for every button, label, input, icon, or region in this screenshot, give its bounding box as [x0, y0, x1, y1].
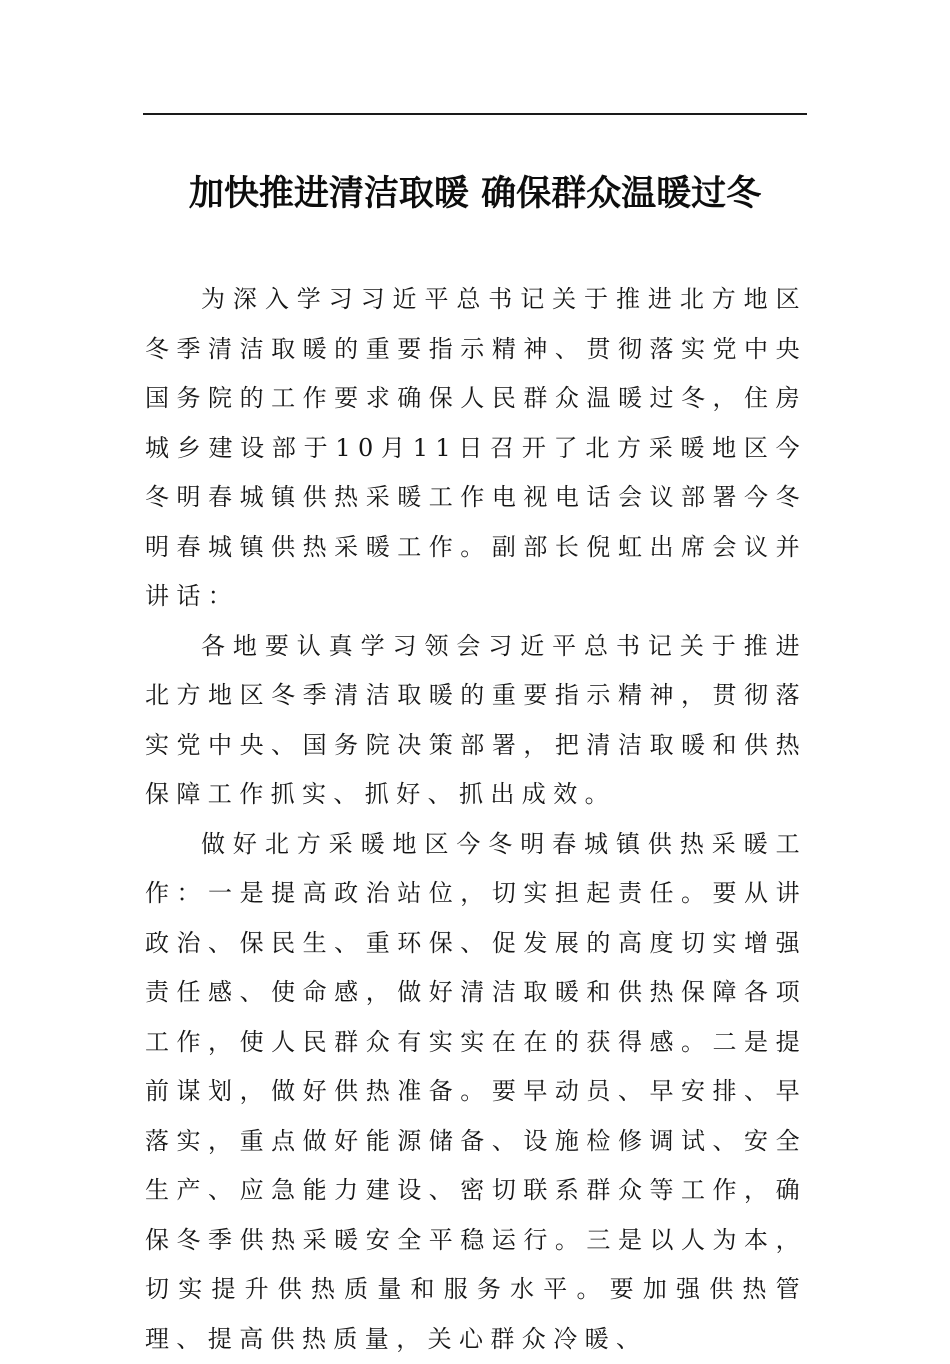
- paragraph-intro: 为深入学习习近平总书记关于推进北方地区冬季清洁取暖的重要指示精神、贯彻落实党中央国务院的工作要求确保人民群众温暖过冬，住房城乡建设部于10月11日召开了北方采暖地区今冬明春城镇供热采暖工作电视电话会议部署今冬明春城镇供热采暖工作。副部长倪虹出席会议并讲话：: [145, 275, 807, 622]
- document-title: 加快推进清洁取暖 确保群众温暖过冬: [143, 170, 807, 218]
- document-body: [145, 275, 807, 1364]
- paragraph-requirements: 各地要认真学习领会习近平总书记关于推进北方地区冬季清洁取暖的重要指示精神，贯彻落实党中央、国务院决策部署，把清洁取暖和供热保障工作抓实、抓好、抓出成效。: [145, 622, 807, 820]
- header-rule: [143, 113, 807, 115]
- paragraph-measures: 做好北方采暖地区今冬明春城镇供热采暖工作：一是提高政治站位，切实担起责任。要从讲政治、保民生、重环保、促发展的高度切实增强责任感、使命感，做好清洁取暖和供热保障各项工作，使人民群众有实实在在的获得感。二是提前谋划，做好供热准备。要早动员、早安排、早落实，重点做好能源储备、设施检修调试、安全生产、应急能力建设、密切联系群众等工作，确保冬季供热采暖安全平稳运行。三是以人为本，切实提升供热质量和服务水平。要加强供热管理、提高供热质量，关心群众冷暖、: [145, 820, 807, 1364]
